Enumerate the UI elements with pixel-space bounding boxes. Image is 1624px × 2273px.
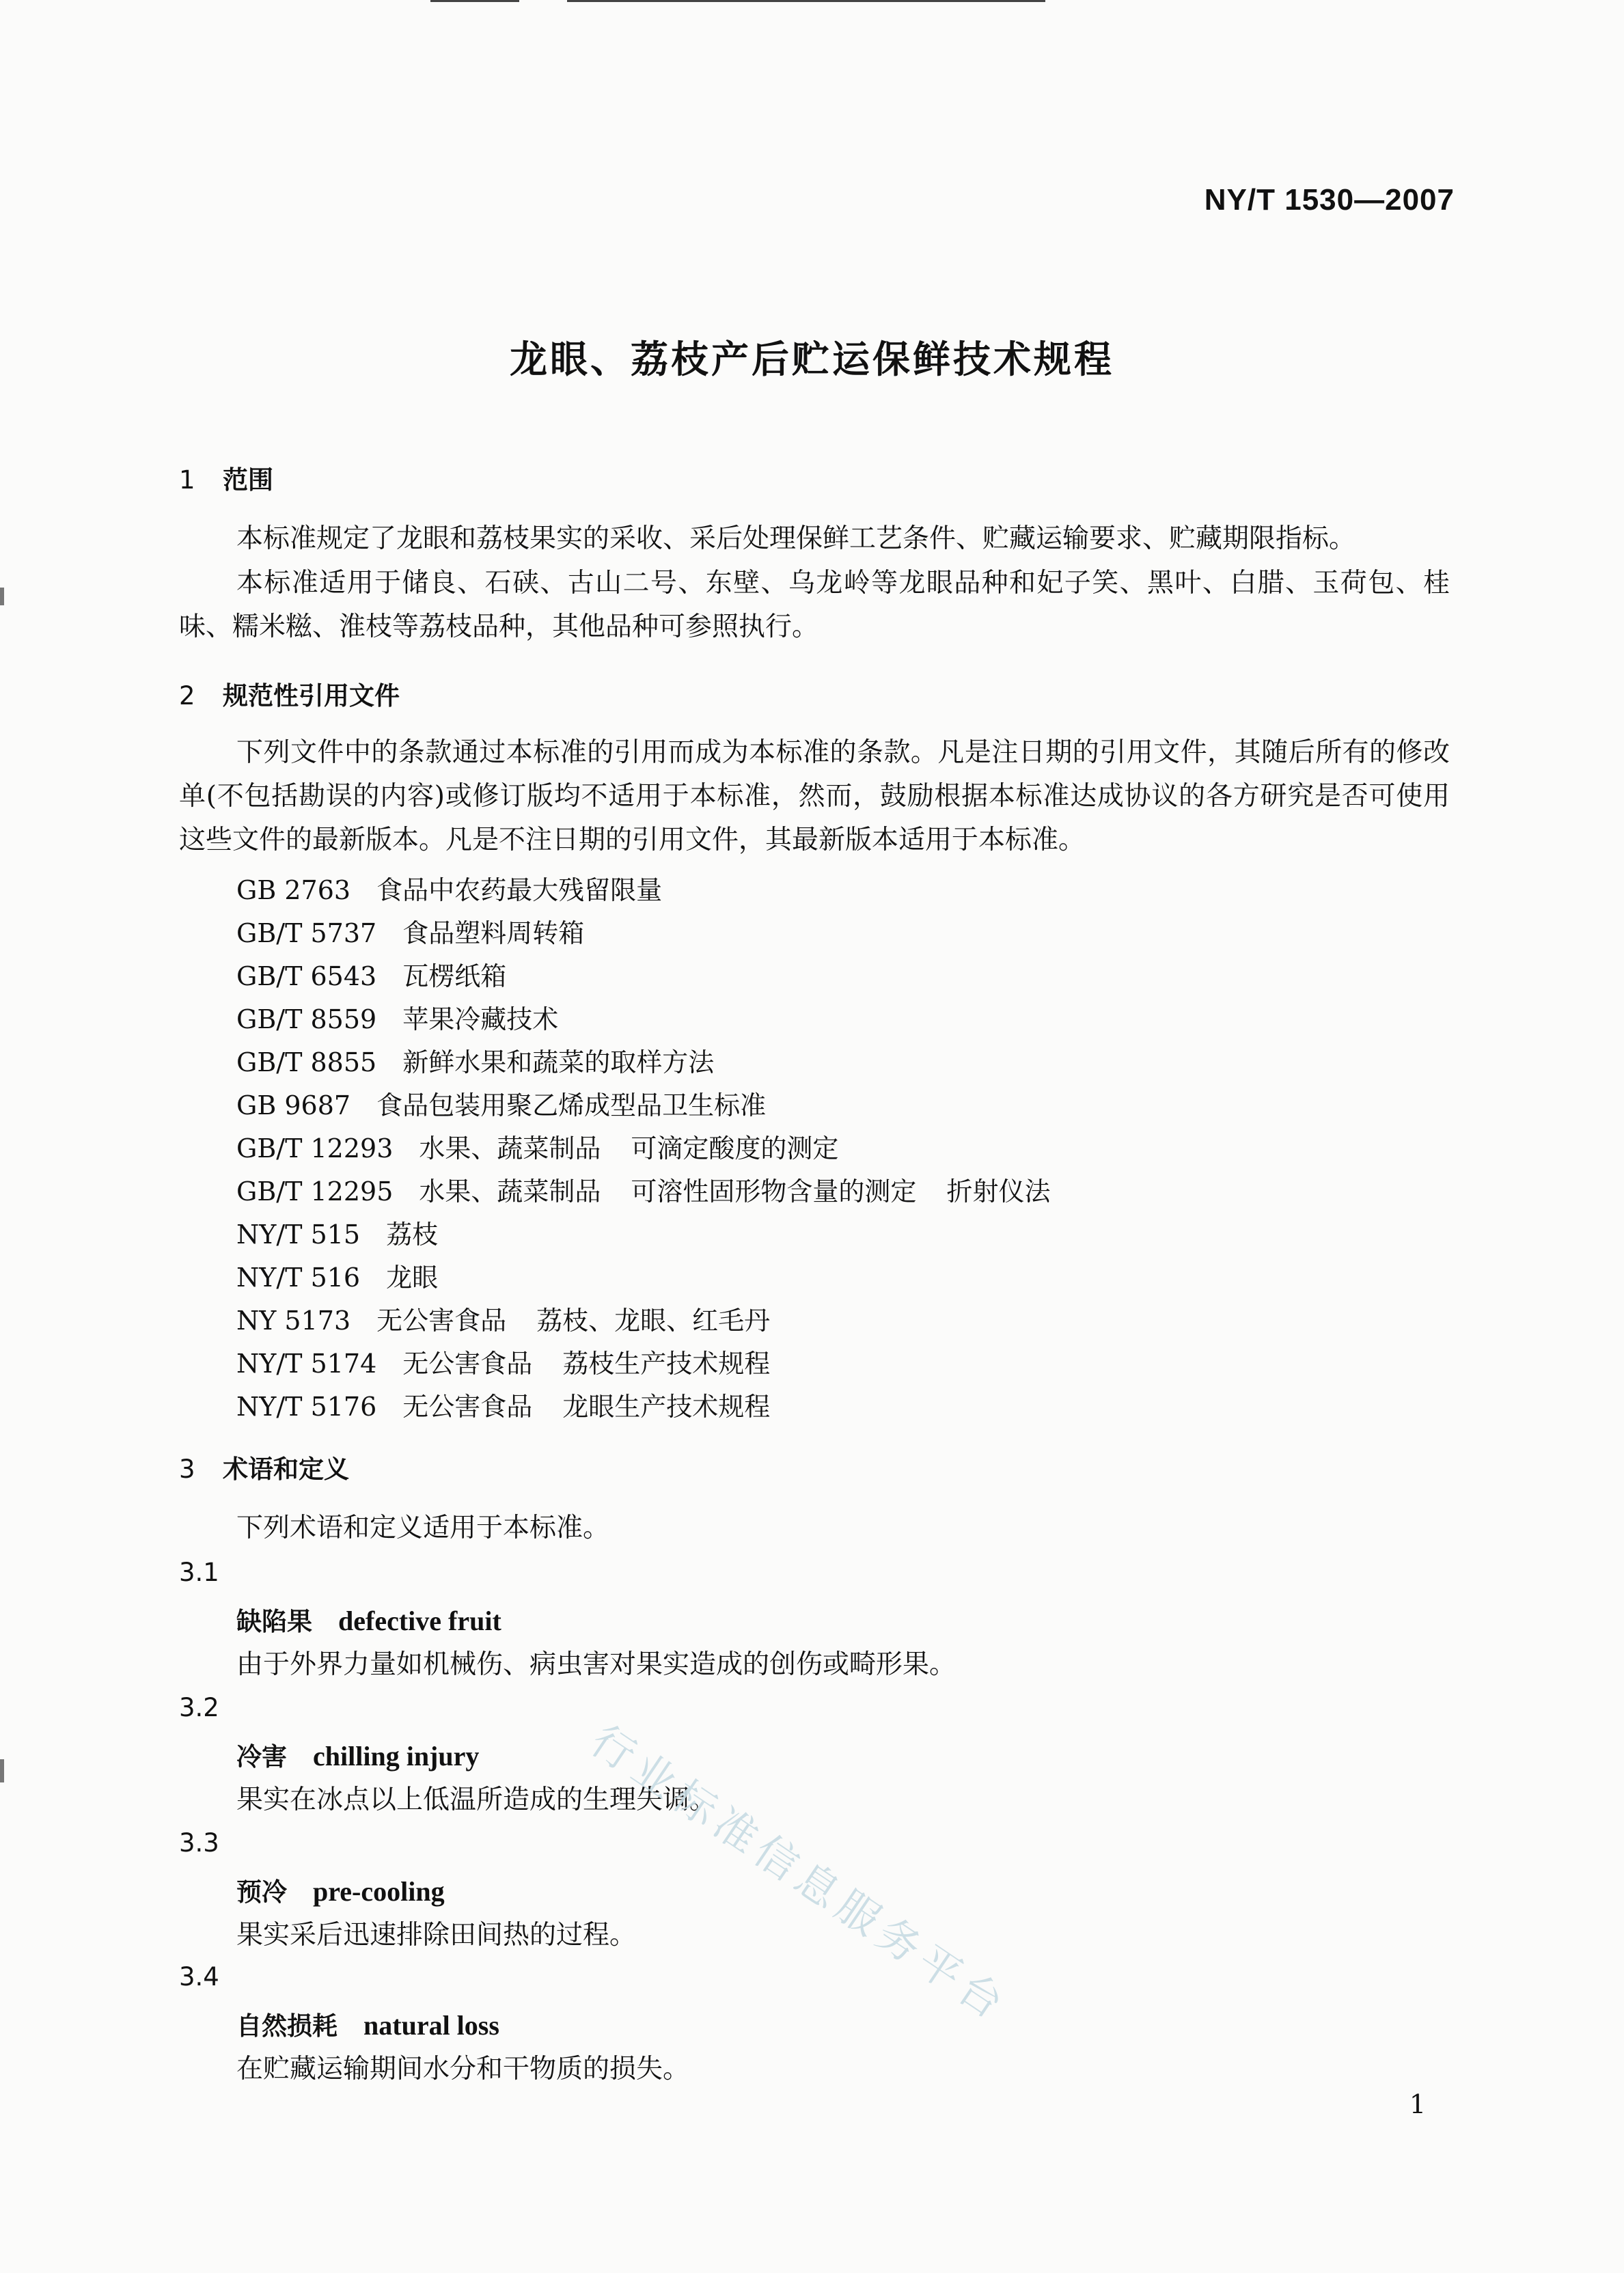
term-definition: 在贮藏运输期间水分和干物质的损失。 — [236, 2054, 690, 2084]
section-title: 范围 — [223, 465, 273, 495]
paragraph: 下列术语和定义适用于本标准。 — [236, 1513, 610, 1543]
section-heading-3 — [179, 1448, 349, 1485]
section-title: 规范性引用文件 — [223, 681, 400, 711]
reference-subtitle: 荔枝生产技术规程 — [562, 1349, 771, 1379]
term-zh: 预冷 — [236, 1877, 287, 1907]
reference-title: 无公害食品 — [376, 1306, 507, 1336]
reference-code: GB/T 5737 — [236, 918, 377, 948]
term-heading — [236, 2005, 499, 2042]
reference-code: GB/T 6543 — [236, 961, 377, 991]
term-zh: 缺陷果 — [236, 1607, 312, 1636]
reference-item — [236, 1127, 868, 1165]
section-number: 2 — [179, 681, 195, 711]
reference-item — [236, 955, 536, 993]
section-number: 3 — [179, 1455, 195, 1484]
subsection-number: 3.2 — [179, 1693, 219, 1722]
reference-title: 食品包装用聚乙烯成型品卫生标准 — [376, 1090, 767, 1120]
term-definition: 由于外界力量如机械伤、病虫害对果实造成的创伤或畸形果。 — [236, 1649, 956, 1680]
reference-title: 龙眼 — [386, 1263, 439, 1293]
page-number: 1 — [1409, 2089, 1426, 2119]
reference-item — [236, 912, 614, 950]
reference-item — [236, 1170, 1080, 1208]
reference-item — [236, 869, 692, 907]
reference-code: NY/T 5176 — [236, 1392, 377, 1422]
reference-title: 新鲜水果和蔬菜的取样方法 — [402, 1047, 715, 1077]
reference-title: 苹果冷藏技术 — [402, 1004, 559, 1034]
reference-code: GB 9687 — [236, 1090, 351, 1120]
standard-code: NY/T 1530—2007 — [1204, 183, 1455, 217]
reference-item — [236, 1213, 468, 1251]
reference-code: NY 5173 — [236, 1306, 351, 1336]
reference-code: GB/T 8855 — [236, 1047, 377, 1077]
term-zh: 冷害 — [236, 1742, 287, 1772]
reference-code: GB 2763 — [236, 875, 351, 905]
term-en: pre-cooling — [313, 1876, 445, 1907]
reference-code: GB/T 12295 — [236, 1176, 394, 1207]
reference-code: NY/T 515 — [236, 1220, 361, 1250]
scan-edge-mark — [0, 1759, 4, 1782]
reference-code: GB/T 12293 — [236, 1133, 394, 1163]
reference-title: 水果、蔬菜制品 — [419, 1133, 601, 1163]
reference-subtitle: 龙眼生产技术规程 — [562, 1392, 771, 1422]
reference-title: 荔枝 — [386, 1220, 439, 1250]
term-heading — [236, 1871, 445, 1908]
term-en: chilling injury — [313, 1741, 480, 1772]
watermark-text: 行业标准信息服务平台 — [581, 1715, 1018, 2032]
section-heading-1 — [179, 459, 273, 496]
term-en: natural loss — [363, 2010, 499, 2041]
reference-title: 瓦楞纸箱 — [402, 961, 507, 991]
reference-subtitle: 折射仪法 — [946, 1176, 1051, 1207]
term-en: defective fruit — [338, 1606, 501, 1636]
reference-code: NY/T 5174 — [236, 1349, 377, 1379]
reference-title: 水果、蔬菜制品 — [419, 1176, 601, 1207]
reference-item — [236, 1299, 800, 1337]
subsection-number: 3.3 — [179, 1828, 219, 1858]
scan-edge-mark — [0, 588, 4, 605]
section-title: 术语和定义 — [223, 1455, 349, 1484]
reference-code: GB/T 8559 — [236, 1004, 377, 1034]
reference-subtitle: 可滴定酸度的测定 — [631, 1133, 839, 1163]
reference-title: 无公害食品 — [402, 1349, 533, 1379]
reference-title: 食品中农药最大残留限量 — [376, 875, 663, 905]
term-zh: 自然损耗 — [236, 2011, 338, 2041]
reference-subtitle: 可溶性固形物含量的测定 — [631, 1176, 917, 1207]
term-definition: 果实在冰点以上低温所造成的生理失调。 — [236, 1785, 717, 1815]
document-title: 龙眼、荔枝产后贮运保鲜技术规程 — [509, 337, 1114, 381]
reference-code: NY/T 516 — [236, 1263, 361, 1293]
section-number: 1 — [179, 465, 195, 495]
reference-title: 无公害食品 — [402, 1392, 533, 1422]
reference-item — [236, 1386, 800, 1423]
reference-item — [236, 1084, 796, 1122]
section-heading-2 — [179, 675, 400, 712]
scan-artifact-line — [567, 0, 1045, 2]
reference-title: 食品塑料周转箱 — [402, 918, 585, 948]
reference-subtitle: 荔枝、龙眼、红毛丹 — [536, 1306, 771, 1336]
paragraph: 本标准适用于储良、石硖、古山二号、东壁、乌龙岭等龙眼品种和妃子笑、黑叶、白腊、玉荷包、桂味、糯米糍、淮枝等荔枝品种，其他品种可参照执行。 — [179, 568, 1450, 642]
reference-item — [236, 1256, 468, 1294]
reference-item — [236, 1041, 744, 1079]
reference-item — [236, 1342, 800, 1380]
scan-artifact-line — [430, 0, 519, 2]
term-heading — [236, 1736, 479, 1773]
paragraph: 下列文件中的条款通过本标准的引用而成为本标准的条款。凡是注日期的引用文件，其随后所有的修改单(不包括勘误的内容)或修订版均不适用于本标准，然而，鼓励根据本标准达成协议的各方研究是否可使用这些文件的最新版本。凡是不注日期的引用文件，其最新版本适用于本标准。 — [179, 737, 1450, 855]
subsection-number: 3.4 — [179, 1962, 219, 1992]
term-heading — [236, 1601, 501, 1638]
subsection-number: 3.1 — [179, 1558, 219, 1587]
reference-item — [236, 998, 588, 1036]
term-definition: 果实采后迅速排除田间热的过程。 — [236, 1920, 637, 1951]
paragraph: 本标准规定了龙眼和荔枝果实的采收、采后处理保鲜工艺条件、贮藏运输要求、贮藏期限指标。 — [236, 523, 1356, 554]
